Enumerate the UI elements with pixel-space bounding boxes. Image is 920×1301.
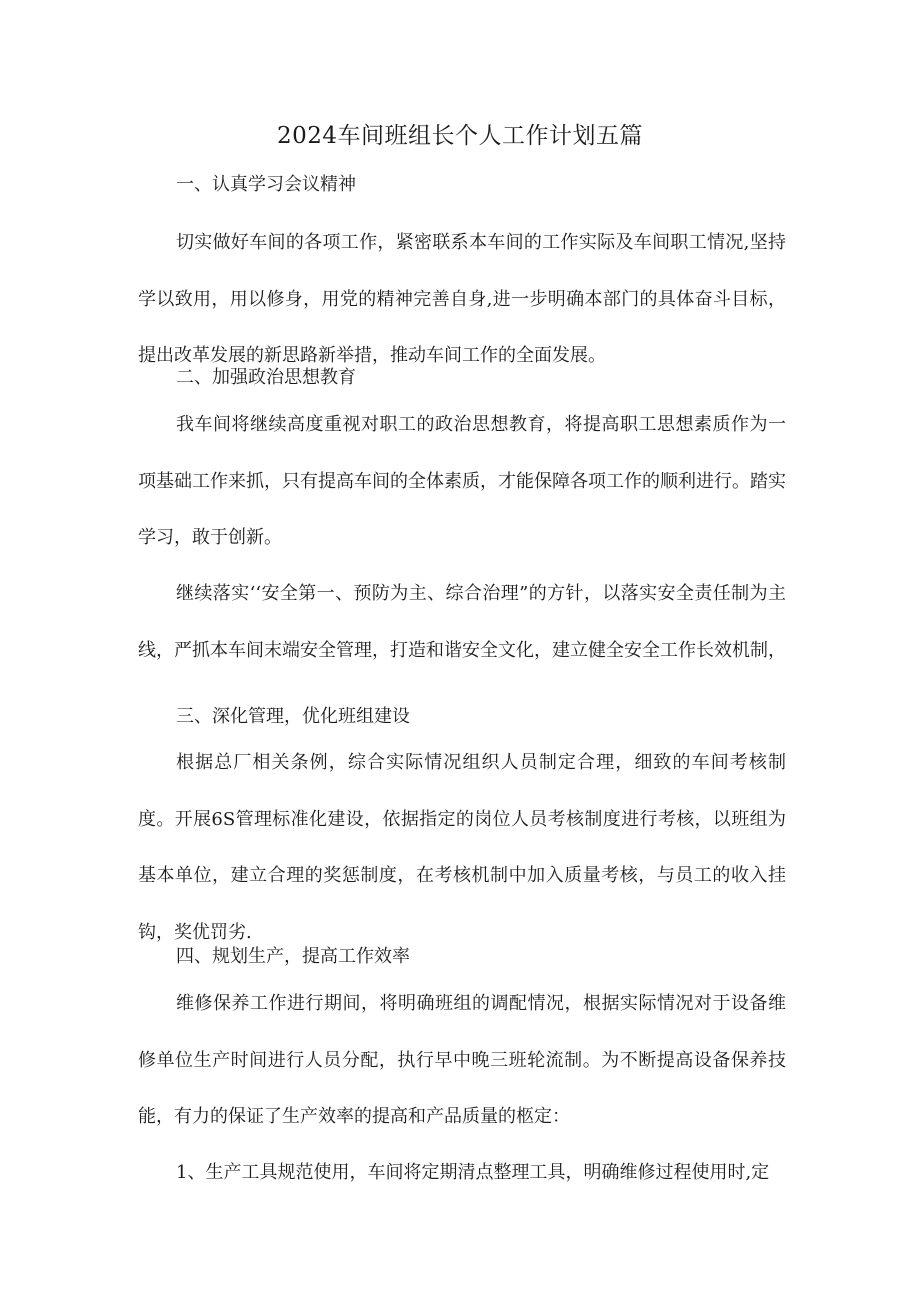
section-heading-2: 二、加强政治思想教育 [176,367,356,388]
paragraph: 1、生产工具规范使用，车间将定期清点整理工具，明确维修过程使用时,定 [176,1162,770,1183]
section-heading-3: 三、深化管理，优化班组建设 [176,706,410,727]
document-title: 2024车间班组长个人工作计划五篇 [276,123,644,149]
paragraph: 切实做好车间的各项工作，紧密联系本车间的工作实际及车间职工情况,坚持学以致用，用以修身，用党的精神完善自身,进一步明确本部门的具体奋斗目标，提出改革发展的新思路新举措，推动车间工作的全面发展。 [138,232,786,366]
paragraph: 继续落实‘‘安全第一、预防为主、综合治理”的方针，以落实安全责任制为主线，严抓本车间末端安全管理，打造和谐安全文化，建立健全安全工作长效机制， [138,583,786,661]
section-heading-4: 四、规划生产，提高工作效率 [176,946,410,967]
paragraph: 我车间将继续高度重视对职工的政治思想教育，将提高职工思想素质作为一项基础工作来抓，只有提高车间的全体素质，才能保障各项工作的顺利进行。踏实学习，敢于创新。 [138,414,786,548]
paragraph: 维修保养工作进行期间，将明确班组的调配情况，根据实际情况对于设备维修单位生产时间进行人员分配，执行早中晚三班轮流制。为不断提高设备保养技能，有力的保证了生产效率的提高和产品质量的柩定： [138,993,786,1127]
section-heading-1: 一、认真学习会议精神 [176,174,356,195]
paragraph: 根据总厂相关条例，综合实际情况组织人员制定合理，细致的车间考核制度。开展6S管理标准化建设，依据指定的岗位人员考核制度进行考核，以班组为基本单位，建立合理的奖惩制度，在考核机制中加入质量考核，与员工的收入挂钩，奖优罚劣. [138,752,786,943]
